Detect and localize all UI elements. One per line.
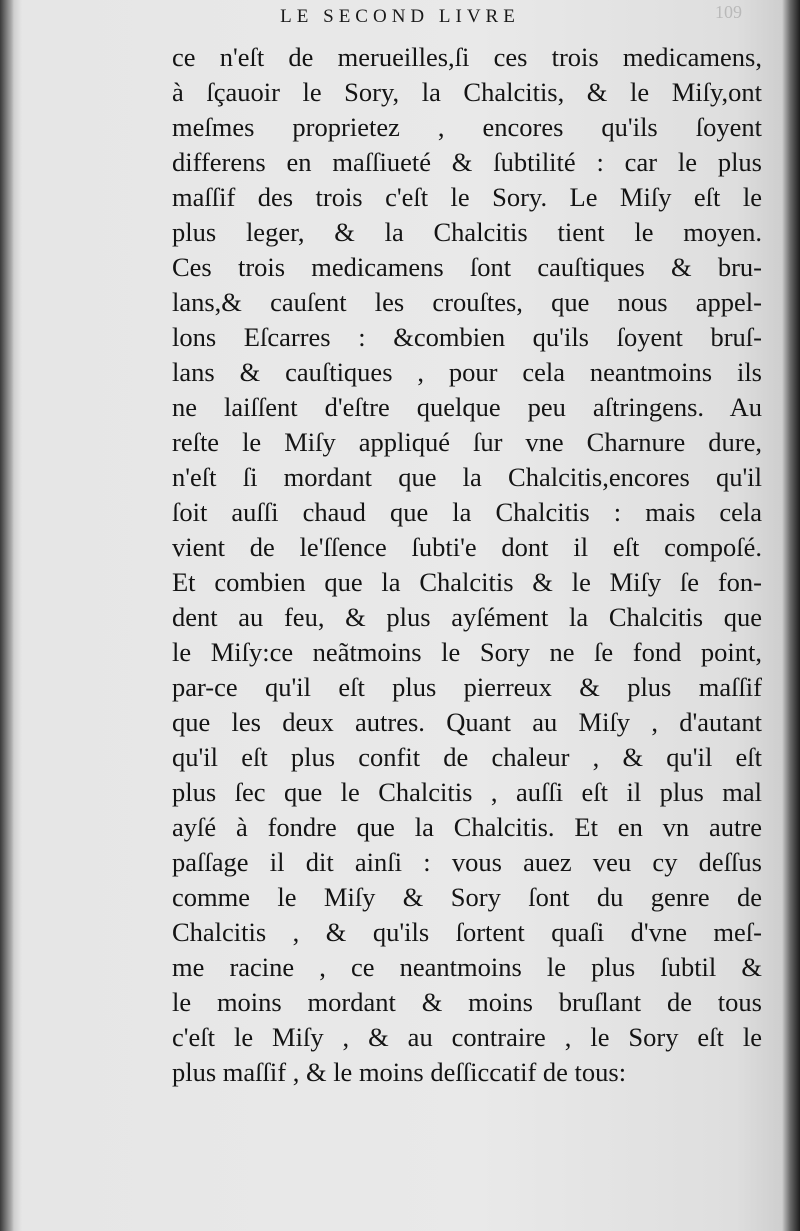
body-text (172, 40, 762, 1090)
text-line: plus leger, & la Chalcitis tient le moyen. (172, 217, 762, 247)
text-line: ne laiſſent d'eſtre quelque peu aſtringens. Au (172, 392, 762, 422)
text-line: le Miſy:ce neãtmoins le Sory ne ſe fond point, (172, 637, 762, 667)
running-title: LE SECOND LIVRE (280, 6, 520, 27)
text-line: comme le Miſy & Sory ſont du genre de (172, 882, 762, 912)
text-line: plus ſec que le Chalcitis , auſſi eſt il plus mal (172, 777, 762, 807)
text-line: maſſif des trois c'eſt le Sory. Le Miſy eſt le (172, 182, 762, 212)
text-line: lons Eſcarres : &combien qu'ils ſoyent bruſ- (172, 322, 762, 352)
text-line: ce n'eſt de merueilles,ſi ces trois medicamens, (172, 42, 762, 72)
text-line: lans & cauſtiques , pour cela neantmoins ils (172, 357, 762, 387)
text-line: que les deux autres. Quant au Miſy , d'autant (172, 707, 762, 737)
text-line: plus maſſif , & le moins deſſiccatif de tous: (172, 1057, 627, 1087)
page-number: 109 (715, 2, 742, 22)
text-line: ayſé à fondre que la Chalcitis. Et en vn autre (172, 812, 762, 842)
text-line: qu'il eſt plus confit de chaleur , & qu'il eſt (172, 742, 762, 772)
text-line: dent au feu, & plus ayſément la Chalcitis que (172, 602, 762, 632)
text-line: me racine , ce neantmoins le plus ſubtil & (172, 952, 762, 982)
text-line: reſte le Miſy appliqué ſur vne Charnure dure, (172, 427, 762, 457)
text-line: n'eſt ſi mordant que la Chalcitis,encores qu'il (172, 462, 762, 492)
text-line: ſoit auſſi chaud que la Chalcitis : mais cela (172, 497, 762, 527)
text-line: meſmes proprietez , encores qu'ils ſoyent (172, 112, 762, 142)
text-line: vient de le'ſſence ſubti'e dont il eſt compoſé. (172, 532, 762, 562)
text-line: differens en maſſiueté & ſubtilité : car le plus (172, 147, 762, 177)
text-line: paſſage il dit ainſi : vous auez veu cy deſſus (172, 847, 762, 877)
text-line: c'eſt le Miſy , & au contraire , le Sory eſt le (172, 1022, 762, 1052)
text-line: le moins mordant & moins bruſlant de tous (172, 987, 762, 1017)
text-line: Ces trois medicamens ſont cauſtiques & bru- (172, 252, 762, 282)
text-line: Et combien que la Chalcitis & le Miſy ſe fon- (172, 567, 762, 597)
text-line: lans,& cauſent les crouſtes, que nous appel- (172, 287, 762, 317)
text-line: à ſçauoir le Sory, la Chalcitis, & le Miſy,ont (172, 77, 762, 107)
text-line: Chalcitis , & qu'ils ſortent quaſi d'vne meſ- (172, 917, 762, 947)
text-line: par-ce qu'il eſt plus pierreux & plus maſſif (172, 672, 762, 702)
